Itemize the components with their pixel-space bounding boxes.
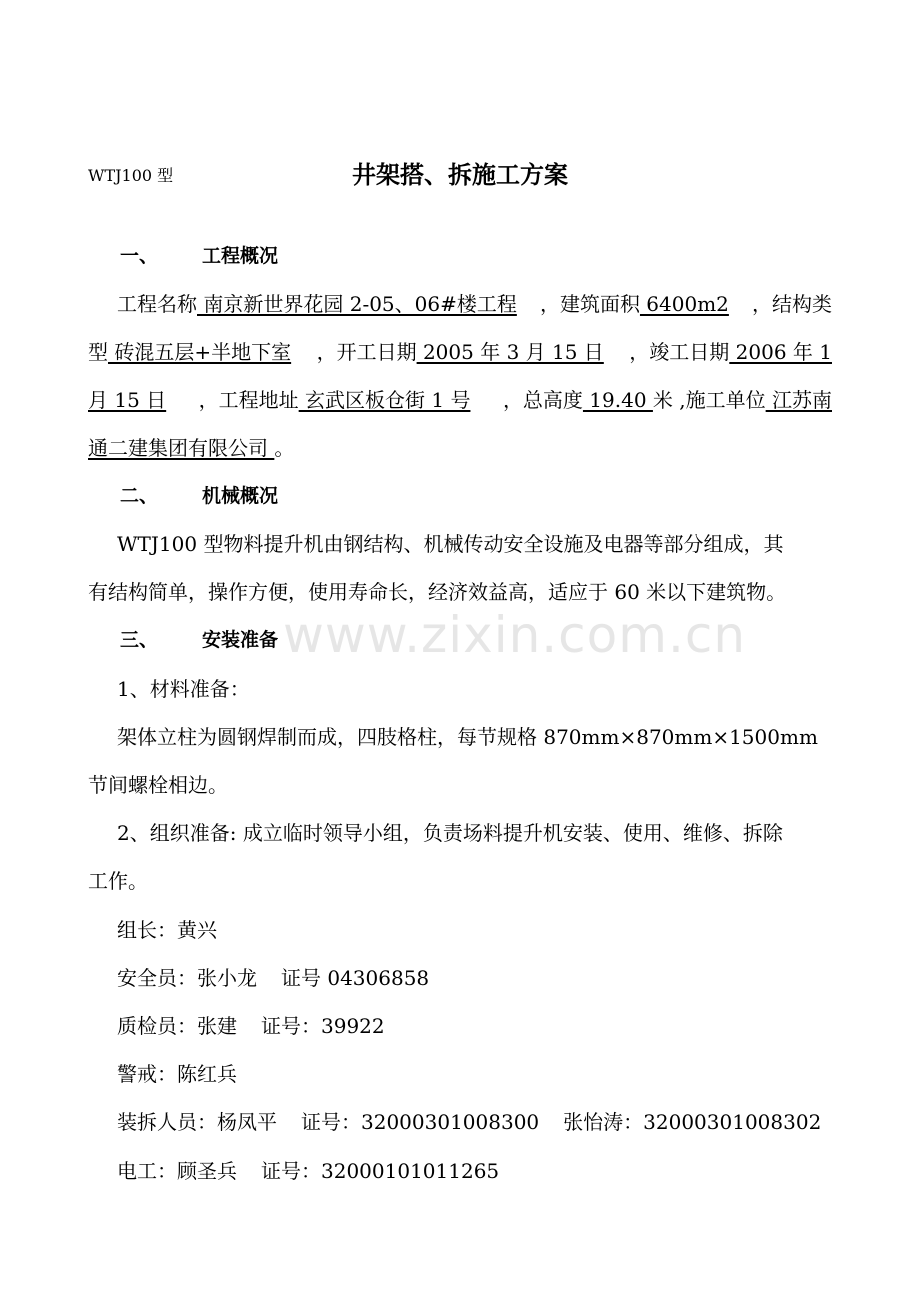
guard: 警戒：陈红兵: [117, 1062, 237, 1086]
safety-officer: 安全员：张小龙: [117, 966, 257, 990]
text: ，结构类: [752, 292, 832, 316]
electrician: 电工：顾圣兵: [117, 1159, 237, 1183]
contractor-part2: 通二建集团有限公司: [88, 436, 275, 460]
material-prep-heading: 1、材料准备：: [117, 677, 250, 701]
installer-1: 装拆人员：杨凤平: [117, 1110, 277, 1134]
machinery-paragraph-line-2: 有结构简单，操作方便，使用寿命长，经济效益高，适应于 60 米以下建筑物。: [88, 580, 787, 604]
installer-1-cert: 证号：32000301008300: [301, 1110, 540, 1134]
watermark: www.zixin.com.cn: [283, 606, 747, 664]
project-name: 南京新世界花园 2-05、06#楼工程: [197, 292, 517, 316]
text: ，建筑面积: [539, 292, 640, 316]
machinery-paragraph-line-1: WTJ100 型物料提升机由钢结构、机械传动安全设施及电器等部分组成，其: [117, 532, 784, 556]
quality-inspector-row: [117, 1012, 832, 1040]
organization-line-2: 工作。: [88, 869, 148, 893]
building-area: 6400m2: [639, 292, 729, 316]
section-2-number: 二、: [120, 485, 159, 507]
electrician-cert: 证号：32000101011265: [261, 1159, 500, 1183]
project-line-2: [88, 338, 832, 366]
project-line-3: [88, 386, 832, 414]
safety-officer-cert: 证号 04306858: [281, 966, 430, 990]
electrician-row: [117, 1157, 832, 1185]
installers-row: [117, 1108, 832, 1136]
section-1-number: 一、: [120, 245, 159, 267]
project-line-4: [88, 434, 832, 462]
safety-officer-row: [117, 964, 832, 992]
section-3-number: 三、: [120, 629, 159, 651]
text: ，竣工日期: [629, 340, 730, 364]
contractor-part1: 江苏南: [765, 388, 832, 412]
team-leader: 组长：黄兴: [117, 918, 217, 942]
text: 工程名称: [117, 292, 197, 316]
material-line-1: 架体立柱为圆钢焊制而成，四肢格柱，每节规格 870mm×870mm×1500mm: [117, 725, 818, 749]
installer-2: 张怡涛：32000301008302: [563, 1110, 822, 1134]
text: ，总高度: [502, 388, 583, 412]
section-2-title: 机械概况: [202, 485, 279, 507]
text: ，开工日期: [316, 340, 417, 364]
document-title: 井架搭、拆施工方案: [352, 161, 568, 189]
text: 米 ,施工单位: [652, 388, 766, 412]
material-line-2: 节间螺栓相边。: [88, 773, 228, 797]
model-label: WTJ100 型: [88, 166, 174, 185]
section-1-heading: [120, 242, 832, 270]
project-address: 玄武区板仓街 1 号: [298, 388, 471, 412]
section-2-heading: [120, 482, 832, 510]
end-date-part1: 2006 年 1: [729, 340, 832, 364]
total-height: 19.40: [582, 388, 653, 412]
section-3-title: 安装准备: [202, 629, 279, 651]
text: 。: [274, 436, 295, 460]
structure-type: 砖混五层+半地下室: [108, 340, 292, 364]
text: 型: [88, 340, 108, 364]
section-1-title: 工程概况: [202, 245, 279, 267]
quality-inspector-cert: 证号：39922: [261, 1014, 385, 1038]
text: ，工程地址: [198, 388, 299, 412]
project-line-1: [117, 290, 832, 318]
start-date: 2005 年 3 月 15 日: [416, 340, 604, 364]
section-3-heading: [120, 626, 832, 654]
organization-line-1: 2、组织准备: 成立临时领导小组，负责场料提升机安装、使用、维修、拆除: [117, 821, 783, 845]
quality-inspector: 质检员：张建: [117, 1014, 237, 1038]
end-date-part2: 月 15 日: [88, 388, 167, 412]
